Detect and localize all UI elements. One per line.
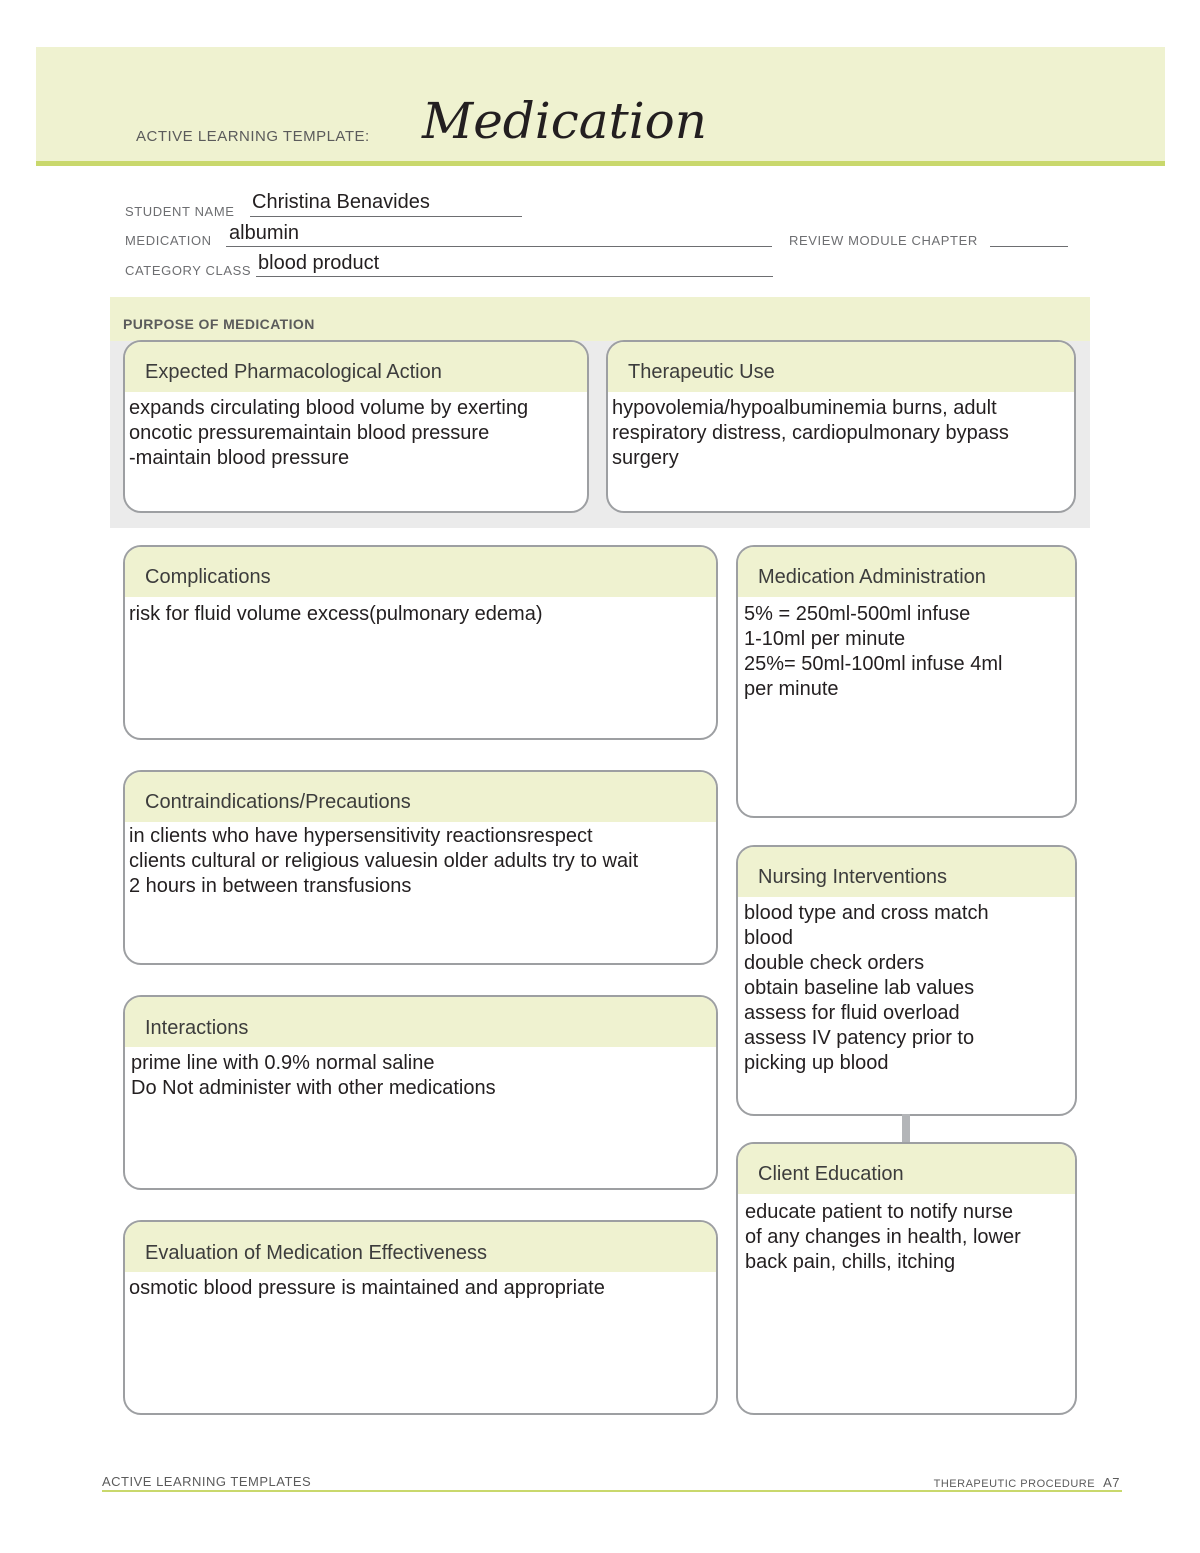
page-title: Medication bbox=[422, 92, 707, 150]
nursing-interventions-title: Nursing Interventions bbox=[758, 866, 947, 888]
evaluation-box bbox=[123, 1220, 718, 1415]
therapeutic-use-text[interactable]: hypovolemia/hypoalbuminemia burns, adult respiratory distress, cardiopulmonary bypass surgery bbox=[612, 397, 1009, 469]
footer-rule bbox=[102, 1490, 1122, 1492]
footer-left-label: ACTIVE LEARNING TEMPLATES bbox=[102, 1474, 312, 1489]
evaluation-title: Evaluation of Medication Effectiveness bbox=[145, 1242, 488, 1264]
contraindications-box bbox=[123, 770, 718, 965]
category-class-label: CATEGORY CLASS bbox=[125, 263, 252, 278]
complications-text[interactable]: risk for fluid volume excess(pulmonary edema) bbox=[129, 603, 543, 625]
student-name-line bbox=[250, 216, 522, 217]
contraindications-title: Contraindications/Precautions bbox=[145, 791, 411, 813]
therapeutic-use-title: Therapeutic Use bbox=[628, 361, 775, 383]
category-class-line bbox=[256, 276, 773, 277]
medication-administration-text[interactable]: 5% = 250ml-500ml infuse 1-10ml per minute 25%= 50ml-100ml infuse 4ml per minute bbox=[744, 603, 1003, 700]
expected-action-box bbox=[123, 340, 589, 513]
review-module-field[interactable] bbox=[990, 246, 1068, 247]
template-label: ACTIVE LEARNING TEMPLATE: bbox=[136, 128, 370, 145]
footer-section-label: THERAPEUTIC PROCEDURE bbox=[933, 1478, 1096, 1490]
complications-box bbox=[123, 545, 718, 740]
expected-action-text[interactable]: expands circulating blood volume by exerting oncotic pressuremaintain blood pressure -maintain blood pressure bbox=[129, 397, 529, 469]
medication-administration-box bbox=[736, 545, 1077, 818]
student-name-label: STUDENT NAME bbox=[125, 204, 235, 219]
complications-title: Complications bbox=[145, 566, 271, 588]
student-name-field[interactable]: Christina Benavides bbox=[252, 191, 430, 213]
review-module-label: REVIEW MODULE CHAPTER bbox=[789, 233, 978, 248]
interactions-title: Interactions bbox=[145, 1017, 249, 1039]
page-number: A7 bbox=[1103, 1475, 1120, 1490]
medication-line bbox=[226, 246, 772, 247]
interactions-text[interactable]: prime line with 0.9% normal saline Do Not administer with other medications bbox=[131, 1052, 496, 1099]
header-rule bbox=[36, 161, 1165, 166]
medication-label: MEDICATION bbox=[125, 233, 212, 248]
connector-bar bbox=[902, 1114, 910, 1144]
nursing-interventions-text[interactable]: blood type and cross match blood double check orders obtain baseline lab values assess for fluid overload assess IV patency prior to picking up blood bbox=[744, 902, 989, 1074]
footer-right-label bbox=[934, 1475, 1120, 1490]
client-education-text[interactable]: educate patient to notify nurse of any changes in health, lower back pain, chills, itching bbox=[745, 1201, 1021, 1273]
category-class-field[interactable]: blood product bbox=[258, 252, 380, 274]
therapeutic-use-box bbox=[606, 340, 1076, 513]
nursing-interventions-box bbox=[736, 845, 1077, 1116]
client-education-box bbox=[736, 1142, 1077, 1415]
evaluation-text[interactable]: osmotic blood pressure is maintained and appropriate bbox=[129, 1277, 605, 1299]
contraindications-text[interactable]: in clients who have hypersensitivity reactionsrespect clients cultural or religious valuesin older adults try to wait 2 hours in between transfusions bbox=[129, 825, 639, 897]
interactions-box bbox=[123, 995, 718, 1190]
purpose-label: PURPOSE OF MEDICATION bbox=[123, 316, 315, 332]
medication-administration-title: Medication Administration bbox=[758, 566, 986, 588]
client-education-title: Client Education bbox=[758, 1163, 904, 1185]
medication-field[interactable]: albumin bbox=[229, 222, 300, 244]
expected-action-title: Expected Pharmacological Action bbox=[145, 361, 442, 383]
